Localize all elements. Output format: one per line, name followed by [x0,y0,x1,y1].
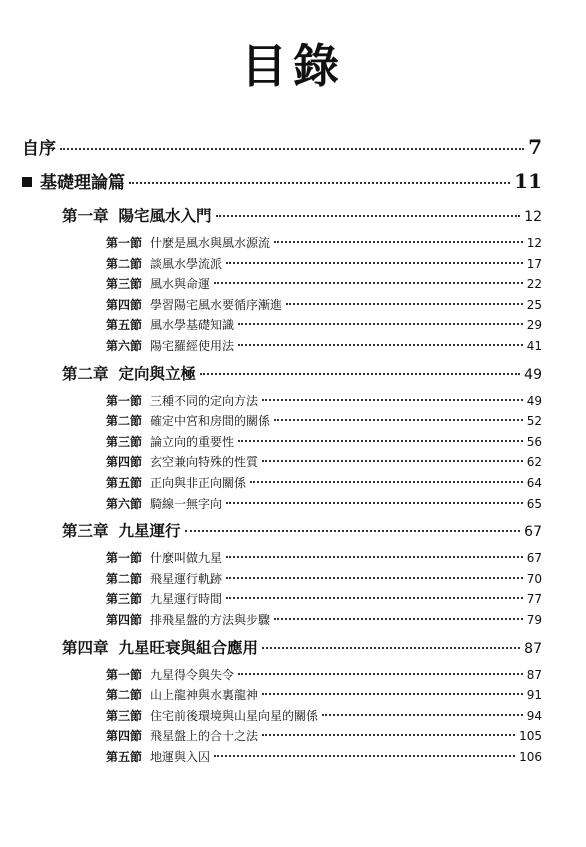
section-number: 第二節 [106,688,143,703]
square-bullet-icon [22,177,32,187]
chapter-label [62,204,212,226]
dot-leader [238,440,523,442]
preface-label: 自序 [22,139,56,159]
section-number: 第二節 [106,256,143,271]
section-number: 第三節 [106,277,143,292]
dot-leader [238,323,523,325]
dot-leader [274,618,523,620]
section-page-number: 65 [526,496,542,511]
section-page-number: 106 [519,749,542,764]
section-page-number: 105 [519,729,542,744]
section-title: 騎線一無字向 [150,496,223,511]
chapter-label [62,519,181,541]
dot-leader [226,556,523,558]
section-title: 九星得令與失令 [150,667,235,682]
preface-page-number: 7 [528,135,542,159]
section-label [106,611,270,628]
section-label [106,453,258,470]
section-number: 第四節 [106,455,143,470]
dot-leader [216,215,521,217]
section-number: 第三節 [106,434,143,449]
chapter-number: 第二章 [62,364,109,383]
section-title: 玄空兼向特殊的性質 [150,455,259,470]
section-label [106,337,234,354]
chapter-list [0,204,586,768]
chapter-label [62,362,196,384]
section-label [106,412,270,429]
section-title: 飛星盤上的合十之法 [150,729,259,744]
section-label [106,316,234,333]
section-title: 風水與命運 [150,277,211,292]
toc-chapter-entry[interactable] [0,204,586,234]
toc-section-entry[interactable] [0,433,586,454]
section-title: 風水學基礎知識 [150,318,235,333]
toc-section-entry[interactable] [0,255,586,276]
section-page-number: 22 [526,277,542,292]
section-page-number: 87 [526,667,542,682]
section-page-number: 41 [526,338,542,353]
section-page-number: 49 [526,393,542,408]
section-number: 第三節 [106,592,143,607]
chapter-number: 第四章 [62,638,109,657]
section-title: 什麼叫做九星 [150,551,223,566]
dot-leader [274,419,523,421]
toc-section-entry[interactable] [0,412,586,433]
dot-leader [250,481,523,483]
dot-leader [262,399,523,401]
section-page-number: 17 [526,256,542,271]
table-of-contents [0,134,586,772]
toc-section-entry[interactable] [0,686,586,707]
section-label [106,474,246,491]
section-label [106,727,258,744]
section-number: 第五節 [106,749,143,764]
section-number: 第三節 [106,708,143,723]
section-label [106,666,234,683]
section-label [106,234,270,251]
section-page-number: 62 [526,455,542,470]
dot-leader [214,282,523,284]
section-title: 論立向的重要性 [150,434,235,449]
section-page-number: 94 [526,708,542,723]
section-page-number: 70 [526,571,542,586]
section-title: 正向與非正向關係 [150,475,247,490]
section-page-number: 79 [526,612,542,627]
section-page-number: 64 [526,475,542,490]
section-number: 第一節 [106,551,143,566]
chapter-block [0,362,586,516]
toc-chapter-entry[interactable] [0,636,586,666]
dot-leader [60,148,524,150]
page-title: 目錄 [241,39,345,93]
toc-section-entry[interactable] [0,707,586,728]
toc-section-entry[interactable] [0,296,586,317]
section-number: 第一節 [106,393,143,408]
chapter-label [62,636,258,658]
dot-leader [214,755,515,757]
section-title: 飛星運行軌跡 [150,571,223,586]
section-page-number: 12 [526,236,542,250]
section-title: 住宅前後環境與山星向星的關係 [150,708,319,723]
section-label [106,570,222,587]
dot-leader [286,303,523,305]
section-title: 九星運行時間 [150,592,223,607]
section-label [106,495,222,512]
section-number: 第六節 [106,338,143,353]
dot-leader [226,502,523,504]
toc-section-entry[interactable] [0,234,586,255]
section-title: 三種不同的定向方法 [150,393,259,408]
chapter-page-number: 12 [524,209,542,225]
section-page-number: 29 [526,318,542,333]
toc-section-entry[interactable] [0,316,586,337]
section-title: 什麼是風水與風水源流 [150,236,271,250]
section-label [106,590,222,607]
dot-leader [200,373,520,375]
toc-part-entry[interactable] [0,168,586,204]
dot-leader [322,714,523,716]
chapter-block [0,204,586,358]
dot-leader [262,460,523,462]
chapter-title: 九星運行 [118,522,181,541]
part-label-wrapper [22,168,125,193]
chapter-page-number: 87 [524,640,542,657]
toc-section-entry[interactable] [0,570,586,591]
section-page-number: 25 [526,297,542,312]
section-label [106,296,282,313]
dot-leader [262,647,520,649]
section-title: 談風水學流派 [150,256,223,271]
chapter-number: 第三章 [62,522,109,541]
chapter-block [0,636,586,769]
section-number: 第二節 [106,571,143,586]
section-number: 第一節 [106,236,143,250]
section-page-number: 52 [526,414,542,429]
toc-section-entry[interactable] [0,337,586,358]
toc-section-entry[interactable] [0,474,586,495]
toc-section-entry[interactable] [0,549,586,570]
section-title: 排飛星盤的方法與步驟 [150,612,271,627]
dot-leader [274,241,523,243]
section-number: 第四節 [106,729,143,744]
section-page-number: 56 [526,434,542,449]
section-label [106,433,234,450]
toc-section-entry[interactable] [0,727,586,748]
section-page-number: 77 [526,592,542,607]
section-label [106,549,222,566]
section-label [106,707,318,724]
toc-section-entry[interactable] [0,495,586,516]
dot-leader [129,182,510,184]
section-title: 山上龍神與水裏龍神 [150,688,259,703]
section-number: 第二節 [106,414,143,429]
section-number: 第五節 [106,475,143,490]
toc-chapter-entry[interactable] [0,362,586,392]
section-number: 第四節 [106,297,143,312]
section-page-number: 91 [526,688,542,703]
section-label [106,748,210,765]
toc-section-entry[interactable] [0,748,586,769]
part-page-number: 11 [514,169,542,193]
dot-leader [262,693,523,695]
toc-section-entry[interactable] [0,275,586,296]
section-label [106,686,258,703]
toc-section-entry[interactable] [0,453,586,474]
chapter-page-number: 67 [524,524,542,541]
toc-section-entry[interactable] [0,666,586,687]
section-title: 學習陽宅風水要循序漸進 [150,297,283,312]
section-label [106,275,210,292]
toc-chapter-entry[interactable] [0,519,586,549]
section-title: 確定中宮和房間的關係 [150,414,271,429]
chapter-title: 陽宅風水入門 [118,207,212,225]
section-label [106,255,222,272]
chapter-block [0,519,586,631]
dot-leader [238,673,523,675]
section-number: 第一節 [106,667,143,682]
section-page-number: 67 [526,551,542,566]
chapter-title: 九星旺衰與組合應用 [118,638,259,657]
section-number: 第四節 [106,612,143,627]
chapter-number: 第一章 [62,207,109,225]
section-title: 陽宅羅經使用法 [150,338,235,353]
section-number: 第五節 [106,318,143,333]
chapter-page-number: 49 [524,366,542,383]
section-number: 第六節 [106,496,143,511]
toc-section-entry[interactable] [0,590,586,611]
dot-leader [238,344,523,346]
toc-section-entry[interactable] [0,611,586,632]
dot-leader [226,262,523,264]
section-title: 地運與入囚 [150,749,211,764]
dot-leader [226,577,523,579]
toc-preface-entry[interactable] [0,134,586,168]
toc-section-entry[interactable] [0,392,586,413]
dot-leader [185,530,521,532]
dot-leader [226,597,523,599]
section-label [106,392,258,409]
dot-leader [262,734,515,736]
part-label: 基礎理論篇 [40,173,125,193]
chapter-title: 定向與立極 [118,364,197,383]
